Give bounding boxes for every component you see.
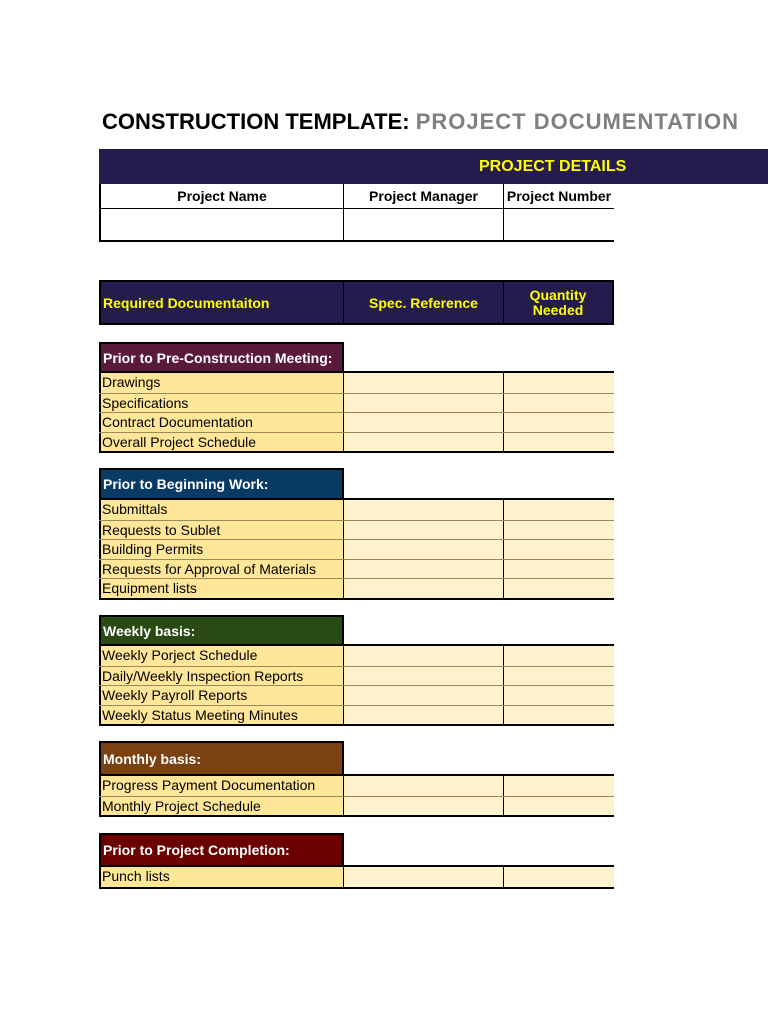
table-row [99,685,614,705]
document-name-cell[interactable]: Progress Payment Documentation [99,776,343,796]
table-row [99,373,614,393]
quantity-needed-cell[interactable] [503,540,614,559]
spec-reference-cell[interactable] [343,521,503,540]
document-name-cell[interactable]: Specifications [99,394,343,413]
table-row [99,796,614,816]
spec-reference-cell[interactable] [343,867,503,887]
column-header-spec-reference: Spec. Reference [344,282,504,323]
quantity-needed-cell[interactable] [503,667,614,686]
spec-reference-cell[interactable] [343,797,503,816]
document-name-cell[interactable]: Daily/Weekly Inspection Reports [99,667,343,686]
quantity-needed-cell[interactable] [503,521,614,540]
document-name-cell[interactable]: Punch lists [99,867,343,887]
table-row [99,393,614,413]
spec-reference-cell[interactable] [343,667,503,686]
project-details-title: PROJECT DETAILS [479,158,627,175]
section-heading: Prior to Pre-Construction Meeting: [99,342,344,373]
spec-reference-cell[interactable] [343,413,503,432]
section-rows [99,865,614,889]
spec-reference-cell[interactable] [343,686,503,705]
quantity-needed-cell[interactable] [503,394,614,413]
table-row [99,578,614,598]
document-name-cell[interactable]: Equipment lists [99,579,343,598]
column-header-project-name: Project Name [101,184,344,209]
quantity-needed-cell[interactable] [503,776,614,796]
section-heading: Prior to Beginning Work: [99,468,344,500]
table-row [99,412,614,432]
quantity-needed-cell[interactable] [503,646,614,666]
table-row [99,500,614,520]
table-row [99,539,614,559]
document-name-cell[interactable]: Contract Documentation [99,413,343,432]
project-details-input-row [101,209,614,240]
project-name-cell[interactable] [101,209,344,240]
table-row [99,520,614,540]
column-header-project-manager: Project Manager [344,184,504,209]
spec-reference-cell[interactable] [343,500,503,520]
spec-reference-cell[interactable] [343,394,503,413]
section-rows [99,774,614,817]
column-header-project-number: Project Number [504,184,614,209]
spec-reference-cell[interactable] [343,776,503,796]
quantity-needed-cell[interactable] [503,413,614,432]
spec-reference-cell[interactable] [343,560,503,579]
table-row [99,646,614,666]
quantity-needed-cell[interactable] [503,500,614,520]
quantity-needed-cell[interactable] [503,433,614,452]
document-name-cell[interactable]: Drawings [99,373,343,393]
document-name-cell[interactable]: Weekly Payroll Reports [99,686,343,705]
section-rows [99,371,614,453]
document-name-cell[interactable]: Submittals [99,500,343,520]
document-name-cell[interactable]: Weekly Porject Schedule [99,646,343,666]
document-name-cell[interactable]: Overall Project Schedule [99,433,343,452]
quantity-needed-cell[interactable] [503,706,614,725]
spec-reference-cell[interactable] [343,373,503,393]
quantity-needed-cell[interactable] [503,797,614,816]
section-heading: Monthly basis: [99,741,344,776]
quantity-needed-cell[interactable] [503,867,614,887]
column-header-quantity-needed: Quantity Needed [529,286,587,318]
page-title [102,106,739,138]
table-row [99,432,614,452]
column-header-required-documentation: Required Documentaiton [101,282,344,323]
quantity-needed-cell[interactable] [503,373,614,393]
project-details-header [99,149,768,184]
project-manager-cell[interactable] [344,209,504,240]
title-sub: PROJECT DOCUMENTATION [415,109,739,134]
section-heading: Prior to Project Completion: [99,833,344,867]
section-heading: Weekly basis: [99,615,344,646]
spec-reference-cell[interactable] [343,540,503,559]
document-name-cell[interactable]: Requests for Approval of Materials [99,560,343,579]
quantity-needed-cell[interactable] [503,579,614,598]
document-name-cell[interactable]: Requests to Sublet [99,521,343,540]
quantity-needed-cell[interactable] [503,686,614,705]
section-rows [99,498,614,600]
project-number-cell[interactable] [504,209,614,240]
spec-reference-cell[interactable] [343,579,503,598]
table-row [99,776,614,796]
document-name-cell[interactable]: Building Permits [99,540,343,559]
table-row [99,666,614,686]
document-name-cell[interactable]: Monthly Project Schedule [99,797,343,816]
document-name-cell[interactable]: Weekly Status Meeting Minutes [99,706,343,725]
table-row [99,559,614,579]
table-row [99,867,614,887]
spec-reference-cell[interactable] [343,706,503,725]
project-details-table [99,184,614,242]
spec-reference-cell[interactable] [343,646,503,666]
section-rows [99,644,614,726]
required-documentation-header [99,280,614,325]
quantity-needed-cell[interactable] [503,560,614,579]
spec-reference-cell[interactable] [343,433,503,452]
table-row [99,705,614,725]
title-main: CONSTRUCTION TEMPLATE: [102,109,416,134]
project-details-column-headers [101,184,614,209]
